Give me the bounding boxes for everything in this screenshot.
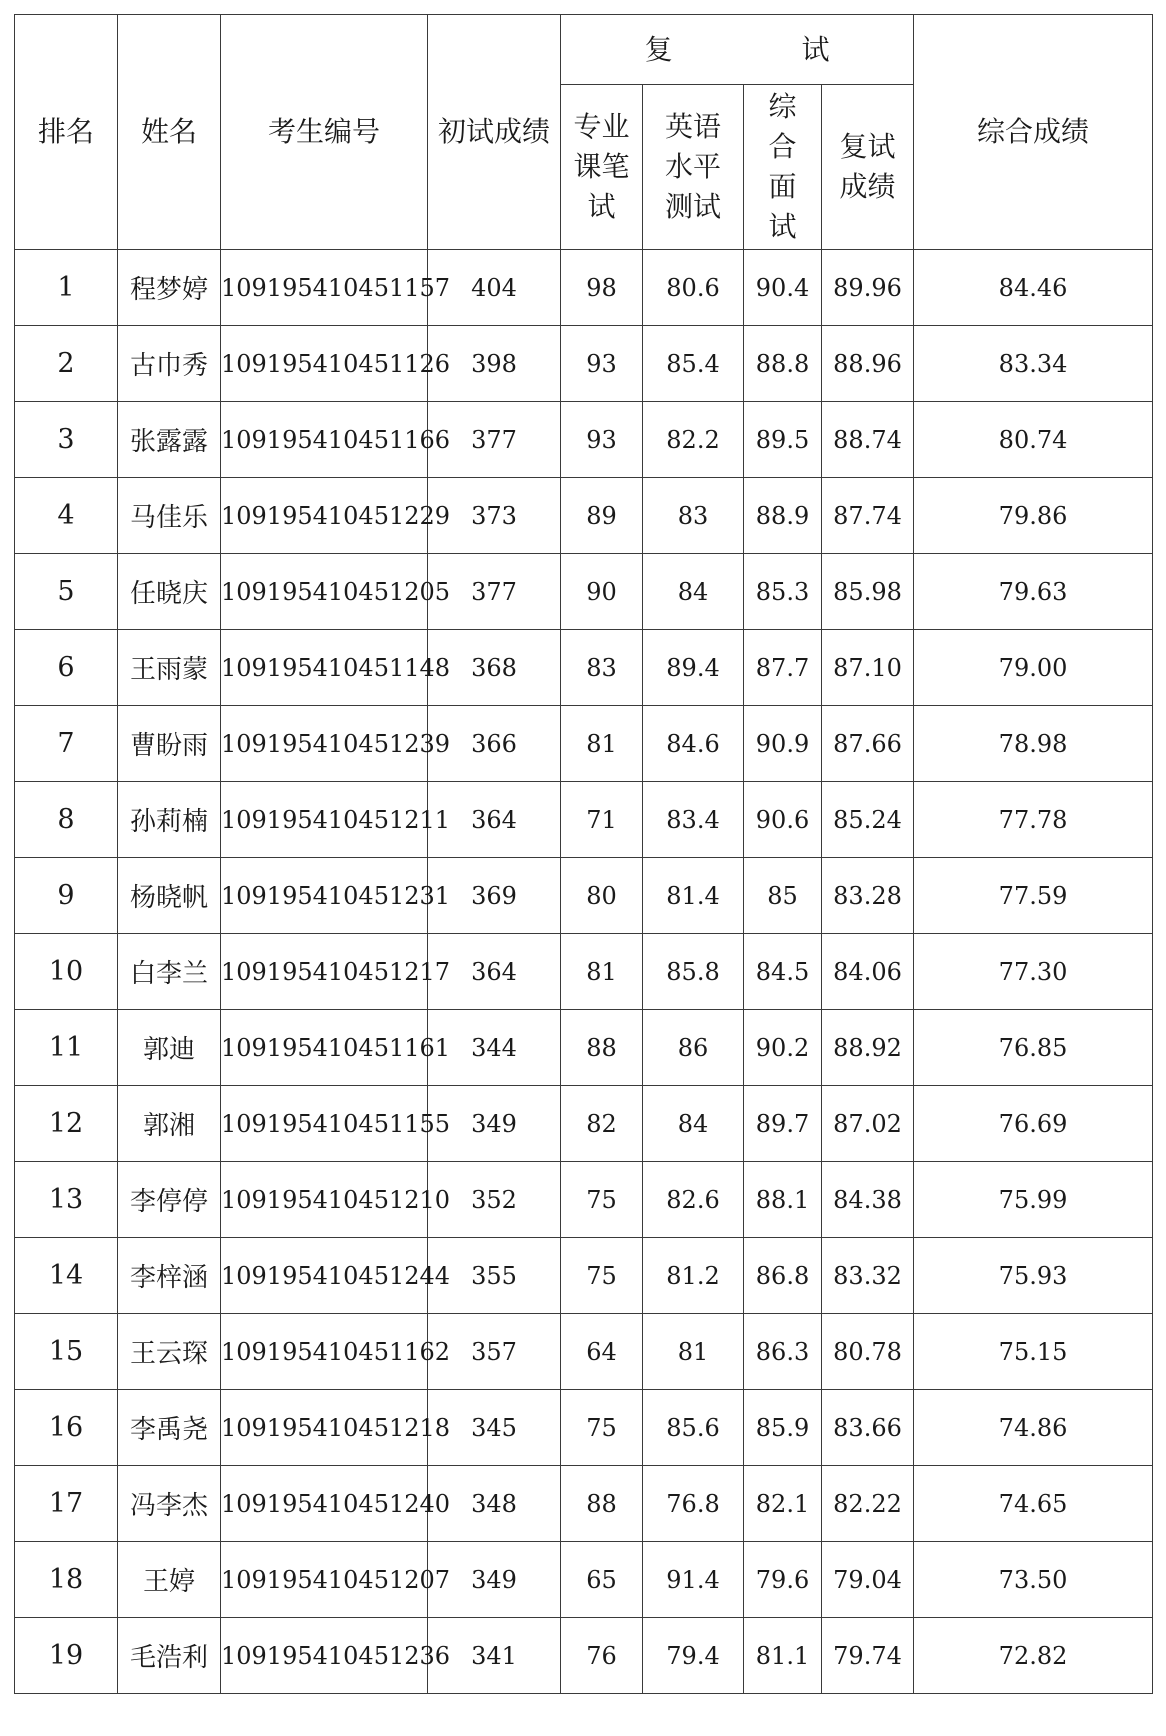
header-retest-group bbox=[561, 15, 914, 85]
cell-interview: 90.4 bbox=[744, 250, 822, 326]
cell-retest-score: 88.92 bbox=[822, 1010, 914, 1086]
cell-interview: 81.1 bbox=[744, 1618, 822, 1694]
cell-total: 84.46 bbox=[914, 250, 1153, 326]
cell-initial: 398 bbox=[428, 326, 561, 402]
cell-id: 109195410451239 bbox=[221, 706, 428, 782]
cell-written: 98 bbox=[561, 250, 643, 326]
header-retest-score bbox=[822, 85, 914, 250]
cell-id: 109195410451155 bbox=[221, 1086, 428, 1162]
cell-english: 83.4 bbox=[643, 782, 744, 858]
cell-written: 75 bbox=[561, 1390, 643, 1466]
cell-name: 李停停 bbox=[118, 1162, 221, 1238]
table-row bbox=[15, 858, 1153, 934]
cell-name: 孙莉楠 bbox=[118, 782, 221, 858]
cell-english: 83 bbox=[643, 478, 744, 554]
cell-retest-score: 88.96 bbox=[822, 326, 914, 402]
cell-written: 71 bbox=[561, 782, 643, 858]
cell-initial: 369 bbox=[428, 858, 561, 934]
cell-retest-score: 87.74 bbox=[822, 478, 914, 554]
cell-name: 王雨蒙 bbox=[118, 630, 221, 706]
cell-retest-score: 82.22 bbox=[822, 1466, 914, 1542]
cell-name: 李梓涵 bbox=[118, 1238, 221, 1314]
header-retest-score-label: 复试成绩 bbox=[839, 130, 896, 203]
cell-retest-score: 84.06 bbox=[822, 934, 914, 1010]
cell-retest-score: 80.78 bbox=[822, 1314, 914, 1390]
cell-name: 白李兰 bbox=[118, 934, 221, 1010]
cell-name: 马佳乐 bbox=[118, 478, 221, 554]
cell-id: 109195410451240 bbox=[221, 1466, 428, 1542]
cell-name: 郭湘 bbox=[118, 1086, 221, 1162]
cell-total: 83.34 bbox=[914, 326, 1153, 402]
cell-initial: 352 bbox=[428, 1162, 561, 1238]
cell-interview: 88.9 bbox=[744, 478, 822, 554]
cell-english: 79.4 bbox=[643, 1618, 744, 1694]
cell-initial: 344 bbox=[428, 1010, 561, 1086]
cell-id: 109195410451207 bbox=[221, 1542, 428, 1618]
header-total: 综合成绩 bbox=[914, 15, 1153, 250]
cell-interview: 89.5 bbox=[744, 402, 822, 478]
cell-written: 83 bbox=[561, 630, 643, 706]
cell-retest-score: 87.66 bbox=[822, 706, 914, 782]
cell-initial: 377 bbox=[428, 554, 561, 630]
table-row bbox=[15, 1086, 1153, 1162]
table-row bbox=[15, 1466, 1153, 1542]
cell-rank: 14 bbox=[15, 1238, 118, 1314]
cell-written: 76 bbox=[561, 1618, 643, 1694]
cell-interview: 82.1 bbox=[744, 1466, 822, 1542]
cell-rank: 5 bbox=[15, 554, 118, 630]
cell-written: 90 bbox=[561, 554, 643, 630]
cell-total: 79.00 bbox=[914, 630, 1153, 706]
cell-id: 109195410451148 bbox=[221, 630, 428, 706]
cell-total: 74.65 bbox=[914, 1466, 1153, 1542]
cell-rank: 3 bbox=[15, 402, 118, 478]
cell-rank: 8 bbox=[15, 782, 118, 858]
cell-name: 曹盼雨 bbox=[118, 706, 221, 782]
cell-total: 77.30 bbox=[914, 934, 1153, 1010]
cell-name: 程梦婷 bbox=[118, 250, 221, 326]
cell-rank: 13 bbox=[15, 1162, 118, 1238]
cell-name: 冯李杰 bbox=[118, 1466, 221, 1542]
cell-rank: 17 bbox=[15, 1466, 118, 1542]
cell-id: 109195410451162 bbox=[221, 1314, 428, 1390]
cell-rank: 2 bbox=[15, 326, 118, 402]
cell-written: 80 bbox=[561, 858, 643, 934]
cell-total: 77.59 bbox=[914, 858, 1153, 934]
cell-initial: 341 bbox=[428, 1618, 561, 1694]
cell-written: 93 bbox=[561, 326, 643, 402]
cell-written: 64 bbox=[561, 1314, 643, 1390]
cell-english: 84.6 bbox=[643, 706, 744, 782]
cell-rank: 11 bbox=[15, 1010, 118, 1086]
cell-interview: 89.7 bbox=[744, 1086, 822, 1162]
cell-english: 82.2 bbox=[643, 402, 744, 478]
cell-initial: 364 bbox=[428, 782, 561, 858]
cell-written: 65 bbox=[561, 1542, 643, 1618]
cell-written: 75 bbox=[561, 1162, 643, 1238]
cell-english: 81.4 bbox=[643, 858, 744, 934]
cell-id: 109195410451229 bbox=[221, 478, 428, 554]
cell-retest-score: 85.98 bbox=[822, 554, 914, 630]
cell-retest-score: 85.24 bbox=[822, 782, 914, 858]
cell-english: 89.4 bbox=[643, 630, 744, 706]
cell-interview: 90.6 bbox=[744, 782, 822, 858]
cell-id: 109195410451157 bbox=[221, 250, 428, 326]
cell-rank: 1 bbox=[15, 250, 118, 326]
cell-initial: 377 bbox=[428, 402, 561, 478]
cell-interview: 87.7 bbox=[744, 630, 822, 706]
cell-english: 80.6 bbox=[643, 250, 744, 326]
cell-english: 81 bbox=[643, 1314, 744, 1390]
cell-rank: 16 bbox=[15, 1390, 118, 1466]
table-row bbox=[15, 1314, 1153, 1390]
cell-interview: 79.6 bbox=[744, 1542, 822, 1618]
cell-interview: 85 bbox=[744, 858, 822, 934]
score-table bbox=[14, 14, 1153, 1694]
cell-retest-score: 84.38 bbox=[822, 1162, 914, 1238]
cell-id: 109195410451205 bbox=[221, 554, 428, 630]
table-row bbox=[15, 1390, 1153, 1466]
header-written bbox=[561, 85, 643, 250]
cell-written: 81 bbox=[561, 934, 643, 1010]
header-english-label: 英语水平测试 bbox=[664, 110, 721, 223]
cell-total: 75.15 bbox=[914, 1314, 1153, 1390]
table-row bbox=[15, 1542, 1153, 1618]
cell-retest-score: 88.74 bbox=[822, 402, 914, 478]
cell-initial: 349 bbox=[428, 1542, 561, 1618]
cell-name: 古巾秀 bbox=[118, 326, 221, 402]
cell-retest-score: 89.96 bbox=[822, 250, 914, 326]
cell-total: 76.85 bbox=[914, 1010, 1153, 1086]
cell-english: 84 bbox=[643, 1086, 744, 1162]
cell-english: 82.6 bbox=[643, 1162, 744, 1238]
header-name: 姓名 bbox=[118, 15, 221, 250]
cell-rank: 10 bbox=[15, 934, 118, 1010]
cell-name: 杨晓帆 bbox=[118, 858, 221, 934]
cell-english: 84 bbox=[643, 554, 744, 630]
cell-retest-score: 83.28 bbox=[822, 858, 914, 934]
cell-total: 79.63 bbox=[914, 554, 1153, 630]
cell-english: 85.8 bbox=[643, 934, 744, 1010]
cell-name: 张露露 bbox=[118, 402, 221, 478]
table-row bbox=[15, 402, 1153, 478]
cell-retest-score: 79.74 bbox=[822, 1618, 914, 1694]
cell-total: 80.74 bbox=[914, 402, 1153, 478]
cell-interview: 85.9 bbox=[744, 1390, 822, 1466]
cell-interview: 86.8 bbox=[744, 1238, 822, 1314]
cell-english: 91.4 bbox=[643, 1542, 744, 1618]
cell-total: 77.78 bbox=[914, 782, 1153, 858]
header-row-top bbox=[15, 15, 1153, 85]
cell-name: 李禹尧 bbox=[118, 1390, 221, 1466]
cell-interview: 85.3 bbox=[744, 554, 822, 630]
cell-name: 郭迪 bbox=[118, 1010, 221, 1086]
cell-total: 73.50 bbox=[914, 1542, 1153, 1618]
cell-written: 88 bbox=[561, 1466, 643, 1542]
cell-initial: 368 bbox=[428, 630, 561, 706]
cell-retest-score: 83.66 bbox=[822, 1390, 914, 1466]
cell-retest-score: 83.32 bbox=[822, 1238, 914, 1314]
table-row bbox=[15, 782, 1153, 858]
cell-initial: 366 bbox=[428, 706, 561, 782]
header-id: 考生编号 bbox=[221, 15, 428, 250]
cell-interview: 86.3 bbox=[744, 1314, 822, 1390]
cell-rank: 18 bbox=[15, 1542, 118, 1618]
cell-written: 93 bbox=[561, 402, 643, 478]
cell-interview: 90.9 bbox=[744, 706, 822, 782]
table-row bbox=[15, 1162, 1153, 1238]
table-row bbox=[15, 554, 1153, 630]
cell-id: 109195410451231 bbox=[221, 858, 428, 934]
cell-retest-score: 87.10 bbox=[822, 630, 914, 706]
table-row bbox=[15, 934, 1153, 1010]
cell-rank: 7 bbox=[15, 706, 118, 782]
table-row bbox=[15, 630, 1153, 706]
cell-name: 毛浩利 bbox=[118, 1618, 221, 1694]
cell-id: 109195410451166 bbox=[221, 402, 428, 478]
cell-written: 88 bbox=[561, 1010, 643, 1086]
cell-rank: 15 bbox=[15, 1314, 118, 1390]
cell-name: 王云琛 bbox=[118, 1314, 221, 1390]
cell-interview: 84.5 bbox=[744, 934, 822, 1010]
cell-initial: 345 bbox=[428, 1390, 561, 1466]
cell-written: 89 bbox=[561, 478, 643, 554]
cell-total: 76.69 bbox=[914, 1086, 1153, 1162]
cell-total: 74.86 bbox=[914, 1390, 1153, 1466]
cell-english: 76.8 bbox=[643, 1466, 744, 1542]
cell-initial: 373 bbox=[428, 478, 561, 554]
cell-id: 109195410451161 bbox=[221, 1010, 428, 1086]
cell-id: 109195410451217 bbox=[221, 934, 428, 1010]
cell-written: 82 bbox=[561, 1086, 643, 1162]
cell-english: 86 bbox=[643, 1010, 744, 1086]
header-retest-label: 复 试 bbox=[644, 32, 890, 66]
cell-interview: 90.2 bbox=[744, 1010, 822, 1086]
cell-initial: 355 bbox=[428, 1238, 561, 1314]
cell-rank: 12 bbox=[15, 1086, 118, 1162]
cell-initial: 404 bbox=[428, 250, 561, 326]
header-interview bbox=[744, 85, 822, 250]
cell-total: 72.82 bbox=[914, 1618, 1153, 1694]
header-english bbox=[643, 85, 744, 250]
cell-id: 109195410451210 bbox=[221, 1162, 428, 1238]
table-row bbox=[15, 250, 1153, 326]
cell-interview: 88.1 bbox=[744, 1162, 822, 1238]
cell-name: 任晓庆 bbox=[118, 554, 221, 630]
cell-id: 109195410451236 bbox=[221, 1618, 428, 1694]
cell-english: 81.2 bbox=[643, 1238, 744, 1314]
cell-name: 王婷 bbox=[118, 1542, 221, 1618]
header-written-label: 专业课笔试 bbox=[573, 110, 630, 223]
cell-total: 75.99 bbox=[914, 1162, 1153, 1238]
cell-rank: 9 bbox=[15, 858, 118, 934]
table-body bbox=[15, 250, 1153, 1694]
header-interview-label: 综合面试 bbox=[768, 90, 797, 243]
cell-initial: 357 bbox=[428, 1314, 561, 1390]
table-row bbox=[15, 478, 1153, 554]
cell-interview: 88.8 bbox=[744, 326, 822, 402]
table-row bbox=[15, 706, 1153, 782]
cell-written: 75 bbox=[561, 1238, 643, 1314]
cell-total: 79.86 bbox=[914, 478, 1153, 554]
cell-initial: 349 bbox=[428, 1086, 561, 1162]
cell-id: 109195410451211 bbox=[221, 782, 428, 858]
table-row bbox=[15, 1238, 1153, 1314]
cell-id: 109195410451218 bbox=[221, 1390, 428, 1466]
cell-initial: 348 bbox=[428, 1466, 561, 1542]
cell-rank: 4 bbox=[15, 478, 118, 554]
cell-total: 78.98 bbox=[914, 706, 1153, 782]
cell-english: 85.6 bbox=[643, 1390, 744, 1466]
cell-rank: 6 bbox=[15, 630, 118, 706]
table-row bbox=[15, 1618, 1153, 1694]
table-row bbox=[15, 326, 1153, 402]
cell-written: 81 bbox=[561, 706, 643, 782]
cell-initial: 364 bbox=[428, 934, 561, 1010]
cell-id: 109195410451126 bbox=[221, 326, 428, 402]
header-initial: 初试成绩 bbox=[428, 15, 561, 250]
cell-retest-score: 79.04 bbox=[822, 1542, 914, 1618]
cell-total: 75.93 bbox=[914, 1238, 1153, 1314]
cell-english: 85.4 bbox=[643, 326, 744, 402]
cell-rank: 19 bbox=[15, 1618, 118, 1694]
header-rank: 排名 bbox=[15, 15, 118, 250]
table-row bbox=[15, 1010, 1153, 1086]
score-table-container bbox=[14, 14, 1153, 1694]
cell-retest-score: 87.02 bbox=[822, 1086, 914, 1162]
cell-id: 109195410451244 bbox=[221, 1238, 428, 1314]
